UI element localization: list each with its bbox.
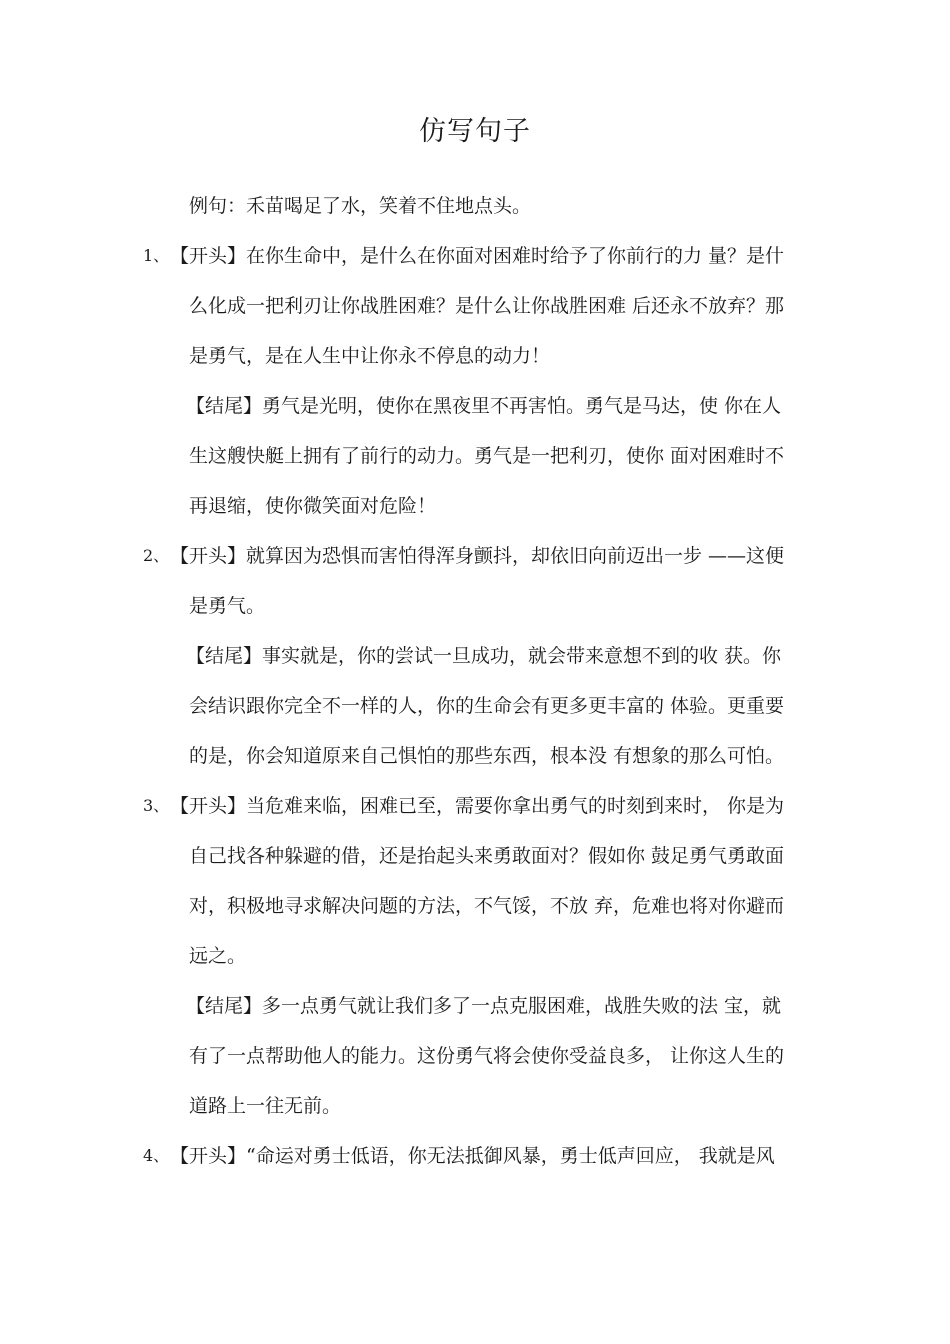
item-1-ending-line: 生这艘快艇上拥有了前行的动力。勇气是一把利刃，使你 面对困难时不 — [189, 445, 785, 467]
item-3-opening-line: 对，积极地寻求解决问题的方法，不气馁，不放 弃，危难也将对你避而 — [189, 895, 785, 917]
item-3-ending-line: 【结尾】多一点勇气就让我们多了一点克服困难，战胜失败的法 宝，就 — [186, 995, 782, 1017]
item-1-ending-line: 再退缩，使你微笑面对危险！ — [189, 495, 437, 517]
page-title: 仿写句子 — [419, 116, 531, 147]
item-3-opening-line: 远之。 — [189, 945, 247, 967]
item-3-ending-line: 有了一点帮助他人的能力。这份勇气将会使你受益良多， 让你这人生的 — [189, 1045, 785, 1067]
item-1-opening-line: 【开头】在你生命中，是什么在你面对困难时给予了你前行的力 量？是什 — [170, 245, 785, 267]
item-number: 2、 — [143, 546, 170, 565]
item-number: 3、 — [143, 796, 170, 815]
item-3-opening-line: 自己找各种躲避的借，还是抬起头来勇敢面对？假如你 鼓足勇气勇敢面 — [189, 845, 785, 867]
example-sentence: 例句：禾苗喝足了水，笑着不住地点头。 — [189, 195, 532, 217]
item-3-opening-line: 【开头】当危难来临，困难已至，需要你拿出勇气的时刻到来时， 你是为 — [170, 795, 785, 817]
item-number: 1、 — [143, 246, 170, 265]
item-2-opening-line: 【开头】就算因为恐惧而害怕得浑身颤抖，却依旧向前迈出一步 ——这便 — [170, 545, 785, 567]
item-4-opening-line: 【开头】“命运对勇士低语，你无法抵御风暴，勇士低声回应， 我就是风 — [170, 1145, 775, 1167]
item-1-opening-line: 是勇气，是在人生中让你永不停息的动力！ — [189, 345, 551, 367]
item-number: 4、 — [143, 1146, 170, 1165]
item-3-ending-line: 道路上一往无前。 — [189, 1095, 342, 1117]
item-1-ending-line: 【结尾】勇气是光明，使你在黑夜里不再害怕。勇气是马达，使 你在人 — [186, 395, 782, 417]
item-1-opening-line: 么化成一把利刃让你战胜困难？是什么让你战胜困难 后还永不放弃？那 — [189, 295, 785, 317]
item-2-ending-line: 的是，你会知道原来自己惧怕的那些东西，根本没 有想象的那么可怕。 — [189, 745, 785, 767]
item-2-opening-line: 是勇气。 — [189, 595, 266, 617]
item-2-ending-line: 会结识跟你完全不一样的人，你的生命会有更多更丰富的 体验。更重要 — [189, 695, 785, 717]
item-2-ending-line: 【结尾】事实就是，你的尝试一旦成功，就会带来意想不到的收 获。你 — [186, 645, 782, 667]
